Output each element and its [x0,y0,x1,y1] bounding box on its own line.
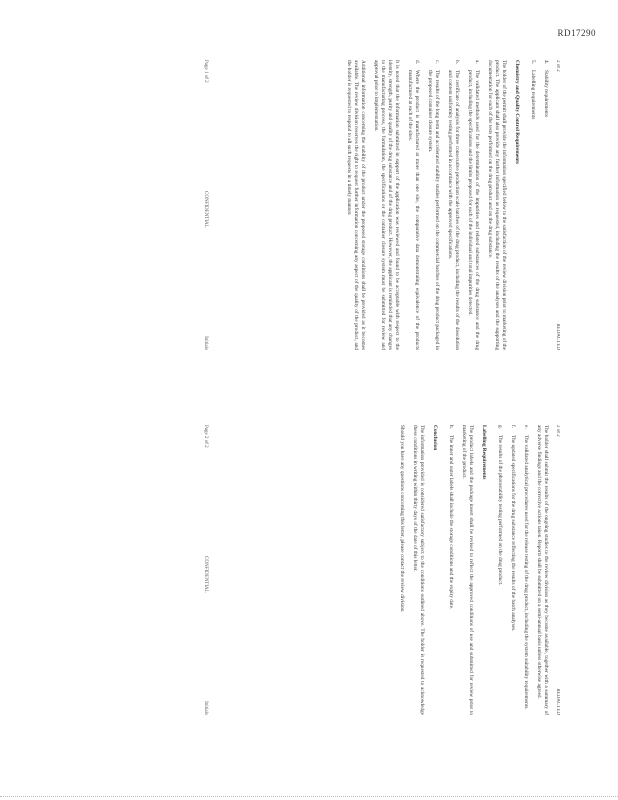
page-footer [203,60,208,350]
paragraph: The holder shall submit the results of the ongoing studies to the review division as they become available, together with a summary of any adverse findings and the corrective actions taken. Reports shall be submitted on a semi-annual basis unless otherwise agreed. [536,425,549,715]
list-item [426,60,440,350]
paragraph: The information provided is considered satisfactory subject to the conditions outlined above. The holder is requested to acknowledge these conditions in writing within thirty days of the date of this letter. [412,425,425,715]
list-item [447,425,454,715]
list-item-text: Stability requirements [543,70,549,117]
list-item-text: The certificate of analysis for three consecutive production scale batches of the drug product, including the results of the dissolution and content uniformity testing performed in accordance with the approved specifications. [447,70,460,350]
section-heading: Conclusion [432,425,438,451]
list-item [406,60,420,350]
footer-center: CONFIDENTIAL [203,191,208,228]
scan-edge-divider [0,796,618,797]
list-item [509,425,516,715]
list-marker: h. [448,425,454,429]
list-item [529,60,536,350]
page-footer [203,425,208,715]
header-left: 2 of 2 [555,425,560,437]
header-right: REDACTED [555,688,560,715]
paragraph: The product labels and the package insert shall be revised to reflect the approved conditions of use and submitted for review prior to marketing of the product. [461,425,474,715]
list-item-text: The results of the photostability testing performed on the drug product. [497,435,503,586]
list-marker: g. [497,425,503,429]
list-item [496,425,503,715]
section-heading: Chemistry and Quality Control Requirements [514,60,520,164]
footer-left: Page 2 of 2 [203,425,208,448]
list-item-text: Where the product is manufactured at more than one site, the comparative data demonstrating equivalence of the products manufactured at each of the sites. [407,70,420,350]
list-marker: f. [510,425,516,429]
list-marker: d. [414,60,420,64]
footer-right: Initials [203,701,208,715]
footer-right: Initials [203,336,208,350]
list-item-text: The results of the long term and accelerated stability studies performed on the commercial batches of the drug product packaged in the proposed container closure system. [427,70,440,350]
list-marker: e. [523,425,529,429]
list-item-text: Labelling requirements [530,70,536,120]
page-body [398,425,549,715]
list-marker: c. [434,60,440,64]
list-marker: 5. [530,60,536,64]
paragraph: It is noted that the information submitted in support of the application was reviewed and found to be acceptable with respect to the identity, strength, purity and quality of the drug substance and of the drug product. However, the applicant is reminded that any changes to the manufacturing process, the formulation, the specifications or the container closure system must be submitted for review and approval prior to implementation. [373,60,400,350]
paragraph: Should you have any questions concerning this letter, please contact the review division. [399,425,405,613]
list-item [542,60,549,350]
list-item-text: The updated specifications for the drug substance reflecting the results of the batch analyses. [510,435,516,632]
list-marker: b. [454,60,460,64]
list-item [466,60,480,350]
list-marker: a. [474,60,480,64]
page-header [555,425,560,715]
footer-left: Page 1 of 2 [203,60,208,83]
footer-center: CONFIDENTIAL [203,556,208,593]
list-item [446,60,460,350]
section-heading: Labelling Requirements [481,425,487,480]
lower-rotated-page [200,425,560,715]
upper-rotated-page [200,60,560,350]
list-item-text: The validated analytical procedures used for the release testing of the drug product, including the system suitability requirements. [523,435,529,710]
header-right: REDACTED [555,323,560,350]
page-header [555,60,560,350]
list-item-text: The validated methods used for the determination of the impurities and related substances of the drug substance and the drug product, including the specifications and the limits proposed for each of the individual and total impurities detected. [467,70,480,350]
list-item [522,425,529,715]
list-item-text: The inner and outer labels shall include the storage conditions and the expiry date. [448,435,454,610]
paragraph: The holder of the permit shall provide the information specified below to the satisfaction of the review division prior to marketing of the product. The applicant shall also provide any further information as requested, including the results of the analyses and the supporting documentation for each of the tests performed on the drug product and on the drug substance. [487,60,507,350]
paragraph: Additional information concerning the stability of the product under the proposed storage conditions shall be provided as it becomes available. The review division reserves the right to request further information concerning any aspect of the quality of the product, and the holder is requested to respond to all such requests in a timely manner. [346,60,366,350]
page-body [345,60,549,350]
document-id: RD17290 [557,28,596,38]
header-left: 2 of 2 [555,60,560,72]
list-marker: 4. [543,60,549,64]
